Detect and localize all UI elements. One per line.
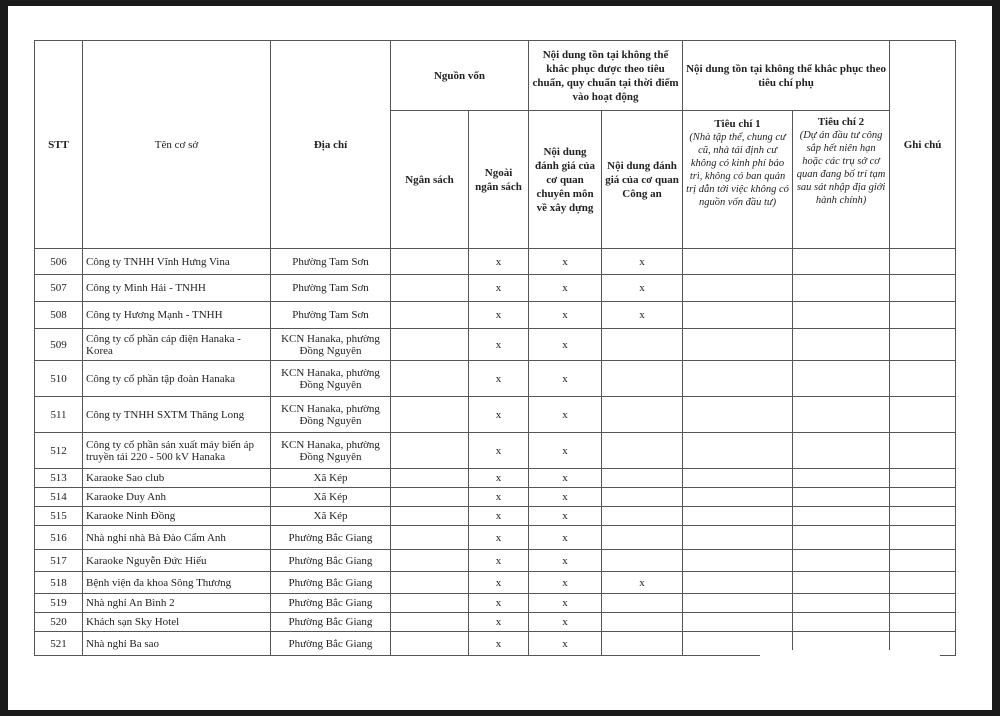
table-row <box>35 572 956 594</box>
row-ten-co-so <box>83 488 271 507</box>
row-ngoai-ngan-sach-text: x <box>495 597 502 609</box>
row-ngan-sach <box>391 613 469 632</box>
row-ngoai-ngan-sach <box>469 302 529 329</box>
row-ten-co-so <box>83 329 271 361</box>
row-tieu-chi-2 <box>793 613 890 632</box>
row-ngan-sach <box>391 526 469 550</box>
row-dia-chi-text: Phường Tam Sơn <box>292 309 369 321</box>
row-ngoai-ngan-sach <box>469 361 529 397</box>
row-xay-dung-text: x <box>562 408 568 421</box>
row-tieu-chi-2 <box>793 572 890 594</box>
row-tieu-chi-2 <box>793 433 890 469</box>
row-xay-dung <box>529 488 602 507</box>
row-xay-dung-text: x <box>562 338 568 351</box>
row-dia-chi-text: Xã Kép <box>313 491 348 503</box>
row-dia-chi <box>271 329 391 361</box>
row-ngan-sach <box>391 550 469 572</box>
row-dia-chi <box>271 572 391 594</box>
table-row <box>35 550 956 572</box>
header-ten-co-so: Tên cơ sở <box>83 41 271 249</box>
row-tieu-chi-1 <box>683 594 793 613</box>
row-stt <box>35 572 83 594</box>
row-ten-co-so <box>83 550 271 572</box>
row-dia-chi <box>271 469 391 488</box>
row-dia-chi <box>271 361 391 397</box>
row-ten-co-so-text: Công ty cổ phần cáp điện Hanaka - Korea <box>86 332 241 357</box>
table-row <box>35 469 956 488</box>
row-tieu-chi-1 <box>683 572 793 594</box>
row-stt <box>35 488 83 507</box>
row-ngoai-ngan-sach-text: x <box>495 531 502 544</box>
row-xay-dung <box>529 572 602 594</box>
header-noi-dung-tieu-chi-phu: Nội dung tồn tại không thể khắc phục theo tiêu chí phụ <box>683 41 890 111</box>
row-ten-co-so <box>83 397 271 433</box>
row-tieu-chi-2 <box>793 488 890 507</box>
row-ten-co-so-text: Khách sạn Sky Hotel <box>86 616 180 628</box>
row-xay-dung <box>529 397 602 433</box>
row-ngoai-ngan-sach-text: x <box>495 338 502 351</box>
row-xay-dung-text: x <box>562 510 568 522</box>
row-ngan-sach <box>391 469 469 488</box>
row-ngoai-ngan-sach <box>469 550 529 572</box>
row-ngoai-ngan-sach-text: x <box>495 576 502 589</box>
row-xay-dung <box>529 275 602 302</box>
table-row <box>35 397 956 433</box>
row-tieu-chi-1 <box>683 329 793 361</box>
row-xay-dung <box>529 329 602 361</box>
row-cong-an <box>602 594 683 613</box>
row-dia-chi-text: Phường Tam Sơn <box>292 255 369 268</box>
row-dia-chi-text: Xã Kép <box>313 510 348 522</box>
row-ten-co-so-text: Karaoke Duy Anh <box>86 491 167 503</box>
row-ngoai-ngan-sach <box>469 632 529 656</box>
row-stt-text: 510 <box>50 372 67 385</box>
row-ten-co-so <box>83 433 271 469</box>
row-ten-co-so-text: Công ty TNHH SXTM Thăng Long <box>86 408 245 421</box>
row-ten-co-so-text: Bệnh viện đa khoa Sông Thương <box>86 576 232 589</box>
row-stt <box>35 275 83 302</box>
row-dia-chi <box>271 613 391 632</box>
row-ten-co-so-text: Karaoke Nguyễn Đức Hiếu <box>86 554 207 567</box>
row-cong-an-text: x <box>639 309 645 321</box>
row-cong-an <box>602 613 683 632</box>
row-ngoai-ngan-sach-text: x <box>495 408 502 421</box>
row-ten-co-so <box>83 302 271 329</box>
row-ten-co-so <box>83 632 271 656</box>
row-stt-text: 518 <box>50 576 67 589</box>
table-row <box>35 594 956 613</box>
row-ten-co-so <box>83 361 271 397</box>
row-tieu-chi-1 <box>683 469 793 488</box>
row-stt-text: 517 <box>50 554 67 567</box>
row-dia-chi-text: Phường Bắc Giang <box>288 554 373 567</box>
row-xay-dung <box>529 594 602 613</box>
table-row <box>35 488 956 507</box>
row-stt <box>35 433 83 469</box>
row-dia-chi-text: KCN Hanaka, phường Đồng Nguyên <box>281 438 380 463</box>
table-row <box>35 526 956 550</box>
row-tieu-chi-2 <box>793 397 890 433</box>
row-xay-dung-text: x <box>562 472 568 484</box>
header-nguon-von: Nguồn vốn <box>391 41 529 111</box>
row-ghi-chu <box>890 594 956 613</box>
row-tieu-chi-1 <box>683 526 793 550</box>
row-stt-text: 512 <box>50 444 67 457</box>
row-ngoai-ngan-sach <box>469 469 529 488</box>
row-ngoai-ngan-sach <box>469 572 529 594</box>
row-dia-chi-text: Phường Bắc Giang <box>288 576 373 589</box>
row-xay-dung-text: x <box>562 554 568 567</box>
row-stt-text: 516 <box>50 531 67 544</box>
row-stt <box>35 249 83 275</box>
row-cong-an <box>602 550 683 572</box>
row-dia-chi-text: Phường Bắc Giang <box>288 616 373 628</box>
row-cong-an <box>602 275 683 302</box>
row-stt <box>35 361 83 397</box>
row-dia-chi-text: Phường Bắc Giang <box>288 637 373 650</box>
row-ghi-chu <box>890 526 956 550</box>
row-cong-an <box>602 469 683 488</box>
tieu-chi-1-title: Tiêu chí 1 <box>714 118 761 130</box>
row-xay-dung <box>529 550 602 572</box>
row-ghi-chu <box>890 329 956 361</box>
row-ten-co-so-text: Công ty Minh Hải - TNHH <box>86 282 206 294</box>
row-ten-co-so <box>83 275 271 302</box>
row-ten-co-so-text: Nhà nghỉ An Bình 2 <box>86 597 175 609</box>
row-dia-chi <box>271 550 391 572</box>
row-stt-text: 521 <box>50 637 67 650</box>
row-ghi-chu <box>890 433 956 469</box>
row-stt-text: 511 <box>50 408 67 421</box>
row-dia-chi <box>271 507 391 526</box>
row-ghi-chu <box>890 249 956 275</box>
header-dia-chi: Địa chỉ <box>271 41 391 249</box>
row-cong-an-text: x <box>639 576 645 589</box>
scan-artifact <box>760 650 940 660</box>
row-stt-text: 506 <box>50 255 67 268</box>
row-tieu-chi-1 <box>683 433 793 469</box>
row-ten-co-so <box>83 613 271 632</box>
row-ghi-chu <box>890 302 956 329</box>
row-dia-chi <box>271 397 391 433</box>
row-xay-dung <box>529 302 602 329</box>
row-xay-dung-text: x <box>562 444 568 457</box>
row-tieu-chi-1 <box>683 507 793 526</box>
row-ngan-sach <box>391 594 469 613</box>
row-cong-an <box>602 329 683 361</box>
row-tieu-chi-2 <box>793 469 890 488</box>
row-ten-co-so <box>83 572 271 594</box>
row-tieu-chi-2 <box>793 329 890 361</box>
row-ngan-sach <box>391 275 469 302</box>
table-row <box>35 507 956 526</box>
row-ten-co-so <box>83 507 271 526</box>
row-ngan-sach <box>391 433 469 469</box>
row-tieu-chi-2 <box>793 594 890 613</box>
row-stt <box>35 469 83 488</box>
table-row <box>35 329 956 361</box>
row-ngoai-ngan-sach <box>469 526 529 550</box>
row-ngoai-ngan-sach-text: x <box>495 554 502 567</box>
row-xay-dung <box>529 613 602 632</box>
row-tieu-chi-2 <box>793 526 890 550</box>
row-stt <box>35 329 83 361</box>
row-ngoai-ngan-sach <box>469 507 529 526</box>
row-cong-an <box>602 397 683 433</box>
row-ngoai-ngan-sach-text: x <box>495 472 502 484</box>
header-nd-xay-dung: Nội dung đánh giá của cơ quan chuyên môn về xây dựng <box>529 111 602 249</box>
row-cong-an <box>602 572 683 594</box>
row-stt-text: 513 <box>50 472 67 484</box>
row-cong-an <box>602 433 683 469</box>
row-ghi-chu <box>890 613 956 632</box>
row-ngoai-ngan-sach-text: x <box>495 309 502 321</box>
row-ngan-sach <box>391 249 469 275</box>
row-ghi-chu <box>890 572 956 594</box>
table-row <box>35 249 956 275</box>
row-xay-dung <box>529 249 602 275</box>
row-xay-dung-text: x <box>562 255 568 268</box>
row-ten-co-so <box>83 249 271 275</box>
row-xay-dung-text: x <box>562 576 568 589</box>
row-cong-an-text: x <box>639 255 645 268</box>
row-dia-chi <box>271 632 391 656</box>
row-ghi-chu <box>890 469 956 488</box>
row-xay-dung <box>529 526 602 550</box>
row-dia-chi-text: KCN Hanaka, phường Đồng Nguyên <box>281 402 380 427</box>
row-stt <box>35 550 83 572</box>
row-stt-text: 519 <box>50 597 67 609</box>
tieu-chi-2-note: (Dự án đầu tư công sắp hết niên hạn hoặc các trụ sở cơ quan đang bố trí tạm sau sát nhập địa giới hành chính) <box>796 130 886 206</box>
header-tieu-chi-1 <box>683 111 793 249</box>
row-xay-dung-text: x <box>562 309 568 321</box>
row-dia-chi-text: Xã Kép <box>313 472 348 484</box>
header-ngoai-ngan-sach: Ngoài ngân sách <box>469 111 529 249</box>
row-ngoai-ngan-sach <box>469 275 529 302</box>
row-stt <box>35 613 83 632</box>
header-nd-cong-an: Nội dung đánh giá của cơ quan Công an <box>602 111 683 249</box>
row-tieu-chi-1 <box>683 249 793 275</box>
row-tieu-chi-1 <box>683 488 793 507</box>
row-dia-chi-text: Phường Bắc Giang <box>288 597 373 609</box>
row-tieu-chi-2 <box>793 361 890 397</box>
row-cong-an <box>602 361 683 397</box>
row-stt-text: 520 <box>50 616 67 628</box>
row-tieu-chi-1 <box>683 275 793 302</box>
row-ngan-sach <box>391 302 469 329</box>
table-body <box>35 249 956 656</box>
row-xay-dung-text: x <box>562 616 568 628</box>
row-xay-dung-text: x <box>562 282 568 294</box>
row-dia-chi <box>271 594 391 613</box>
row-stt <box>35 594 83 613</box>
row-stt <box>35 397 83 433</box>
row-xay-dung <box>529 469 602 488</box>
row-tieu-chi-1 <box>683 550 793 572</box>
row-xay-dung-text: x <box>562 491 568 503</box>
row-dia-chi-text: Phường Bắc Giang <box>288 531 373 544</box>
row-dia-chi <box>271 302 391 329</box>
row-ten-co-so <box>83 594 271 613</box>
row-ten-co-so-text: Nhà nghỉ Ba sao <box>86 637 160 650</box>
header-ngan-sach: Ngân sách <box>391 111 469 249</box>
row-ngoai-ngan-sach <box>469 613 529 632</box>
row-cong-an <box>602 249 683 275</box>
row-ten-co-so-text: Công ty cổ phần sản xuất máy biến áp truyền tải 220 - 500 kV Hanaka <box>86 438 255 463</box>
table-row <box>35 433 956 469</box>
table-row <box>35 361 956 397</box>
row-dia-chi-text: KCN Hanaka, phường Đồng Nguyên <box>281 366 380 391</box>
row-ten-co-so-text: Công ty Hương Mạnh - TNHH <box>86 309 223 321</box>
row-dia-chi <box>271 433 391 469</box>
row-tieu-chi-1 <box>683 361 793 397</box>
row-ten-co-so-text: Công ty cổ phần tập đoàn Hanaka <box>86 372 236 385</box>
row-dia-chi <box>271 526 391 550</box>
row-ngan-sach <box>391 329 469 361</box>
row-ngoai-ngan-sach-text: x <box>495 616 502 628</box>
row-ten-co-so-text: Nhà nghỉ nhà Bà Đào Cẩm Anh <box>86 531 226 544</box>
row-ngan-sach <box>391 488 469 507</box>
row-ghi-chu <box>890 488 956 507</box>
row-ten-co-so-text: Karaoke Sao club <box>86 472 165 484</box>
row-dia-chi <box>271 249 391 275</box>
row-ten-co-so <box>83 469 271 488</box>
row-stt <box>35 507 83 526</box>
row-cong-an <box>602 488 683 507</box>
row-tieu-chi-1 <box>683 397 793 433</box>
row-xay-dung <box>529 361 602 397</box>
row-ngoai-ngan-sach <box>469 249 529 275</box>
row-xay-dung-text: x <box>562 637 568 650</box>
row-tieu-chi-2 <box>793 249 890 275</box>
row-tieu-chi-1 <box>683 613 793 632</box>
row-cong-an <box>602 507 683 526</box>
row-cong-an <box>602 302 683 329</box>
row-cong-an <box>602 632 683 656</box>
row-stt-text: 515 <box>50 510 67 522</box>
row-ngoai-ngan-sach-text: x <box>495 637 502 650</box>
row-ngan-sach <box>391 507 469 526</box>
header-noi-dung-tieu-chuan: Nội dung tồn tại không thể khắc phục được theo tiêu chuẩn, quy chuẩn tại thời điểm vào hoạt động <box>529 41 683 111</box>
row-stt-text: 514 <box>50 491 67 503</box>
row-stt <box>35 302 83 329</box>
row-xay-dung-text: x <box>562 597 568 609</box>
row-dia-chi-text: Phường Tam Sơn <box>292 282 369 294</box>
row-stt <box>35 526 83 550</box>
row-ngoai-ngan-sach-text: x <box>495 255 502 268</box>
row-ngan-sach <box>391 397 469 433</box>
row-xay-dung-text: x <box>562 531 568 544</box>
row-ngoai-ngan-sach-text: x <box>495 372 502 385</box>
table-row <box>35 613 956 632</box>
row-ngoai-ngan-sach <box>469 329 529 361</box>
row-ngan-sach <box>391 572 469 594</box>
row-stt-text: 509 <box>50 338 67 351</box>
row-xay-dung <box>529 507 602 526</box>
row-ghi-chu <box>890 550 956 572</box>
row-ngoai-ngan-sach-text: x <box>495 444 502 457</box>
table-row <box>35 302 956 329</box>
row-ngoai-ngan-sach-text: x <box>495 491 502 503</box>
row-ten-co-so <box>83 526 271 550</box>
row-tieu-chi-1 <box>683 302 793 329</box>
facility-table <box>34 40 956 656</box>
row-ngoai-ngan-sach-text: x <box>495 282 502 294</box>
row-ghi-chu <box>890 397 956 433</box>
tieu-chi-2-title: Tiêu chí 2 <box>817 116 865 128</box>
row-cong-an-text: x <box>639 282 645 294</box>
row-xay-dung-text: x <box>562 372 568 385</box>
row-ngoai-ngan-sach <box>469 397 529 433</box>
row-stt-text: 508 <box>50 309 67 321</box>
row-dia-chi <box>271 275 391 302</box>
row-dia-chi-text: KCN Hanaka, phường Đồng Nguyên <box>281 332 380 357</box>
table-row <box>35 275 956 302</box>
row-cong-an <box>602 526 683 550</box>
row-xay-dung <box>529 433 602 469</box>
tieu-chi-1-note: (Nhà tập thể, chung cư cũ, nhà tái định cư không có kinh phí bảo trì, không có ban quản trị dẫn tới việc không có nguồn vốn đầu tư) <box>686 132 789 208</box>
row-ghi-chu <box>890 275 956 302</box>
row-stt <box>35 632 83 656</box>
row-ngoai-ngan-sach <box>469 594 529 613</box>
header-ghi-chu: Ghi chú <box>890 41 956 249</box>
row-ngan-sach <box>391 361 469 397</box>
row-ten-co-so-text: Karaoke Ninh Đồng <box>86 510 176 522</box>
row-ngoai-ngan-sach-text: x <box>495 510 502 522</box>
row-ngoai-ngan-sach <box>469 433 529 469</box>
row-ngan-sach <box>391 632 469 656</box>
header-stt: STT <box>35 41 83 249</box>
row-tieu-chi-2 <box>793 550 890 572</box>
row-ghi-chu <box>890 361 956 397</box>
row-dia-chi <box>271 488 391 507</box>
row-ngoai-ngan-sach <box>469 488 529 507</box>
row-tieu-chi-2 <box>793 275 890 302</box>
row-ghi-chu <box>890 507 956 526</box>
row-xay-dung <box>529 632 602 656</box>
row-ten-co-so-text: Công ty TNHH Vĩnh Hưng Vina <box>86 255 230 268</box>
row-stt-text: 507 <box>50 282 67 294</box>
row-tieu-chi-2 <box>793 302 890 329</box>
header-tieu-chi-2 <box>793 111 890 249</box>
row-tieu-chi-2 <box>793 507 890 526</box>
